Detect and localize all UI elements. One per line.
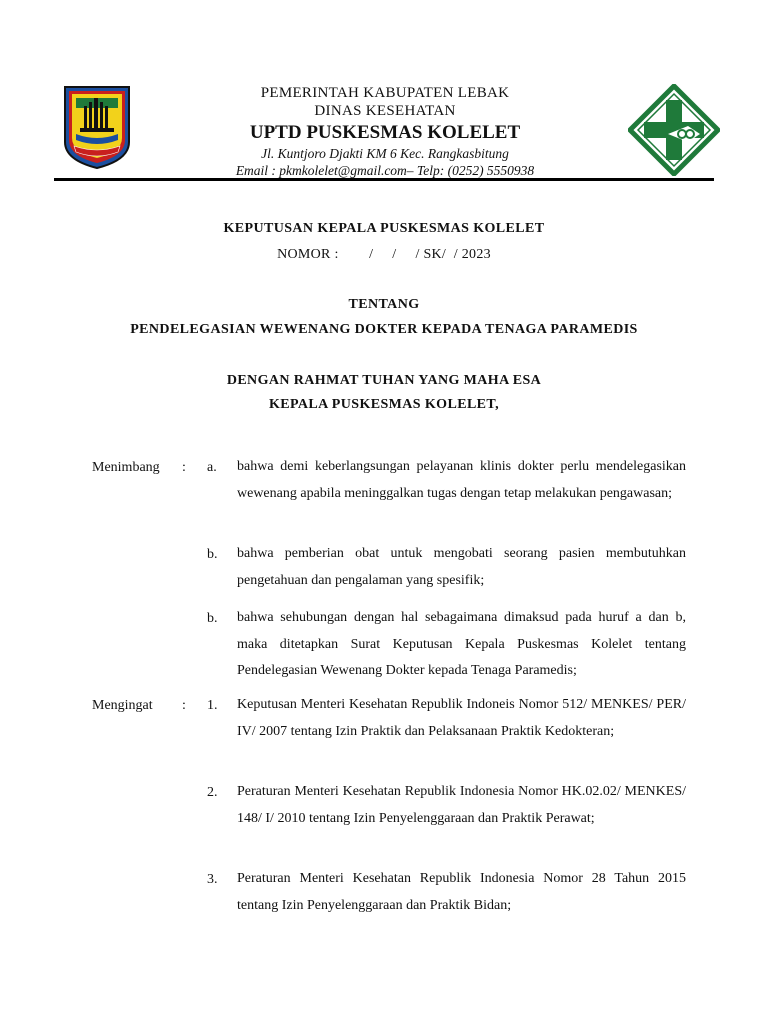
menimbang-item-text: bahwa sehubungan dengan hal sebagaimana dimaksud pada huruf a dan b, maka ditetapkan Surat Keputusan Kepala Puskesmas Kolelet tentang Pendelegasian Wewenang Dokter kepada Tenaga Paramedis; <box>237 610 686 678</box>
decree-subject: PENDELEGASIAN WEWENANG DOKTER KEPADA TENAGA PARAMEDIS <box>130 322 638 337</box>
menimbang-item-mark: b. <box>207 547 218 562</box>
decree-title: KEPUTUSAN KEPALA PUSKESMAS KOLELET <box>223 221 545 236</box>
kepala-line: KEPALA PUSKESMAS KOLELET, <box>268 397 500 412</box>
rahmat-line: DENGAN RAHMAT TUHAN YANG MAHA ESA <box>226 373 542 388</box>
puskesmas-cross-emblem-icon <box>628 84 720 176</box>
letterhead-contact: Email : pkmkolelet@gmail.com– Telp: (0252) 5550938 <box>235 163 535 178</box>
mengingat-item-text: Peraturan Menteri Kesehatan Republik Indonesia Nomor HK.02.02/ MENKES/ 148/ I/ 2010 tentang Izin Penyelenggaraan dan Praktik Perawat; <box>237 784 686 826</box>
mengingat-colon: : <box>182 698 186 713</box>
letterhead <box>150 84 620 179</box>
decree-number: NOMOR : / / / SK/ / 2023 <box>277 247 491 262</box>
menimbang-colon: : <box>182 460 186 475</box>
menimbang-item-mark: a. <box>207 460 217 475</box>
menimbang-item-mark: b. <box>207 611 218 626</box>
mengingat-item-mark: 3. <box>207 872 218 887</box>
letterhead-address: Jl. Kuntjoro Djakti KM 6 Kec. Rangkasbitung <box>261 146 509 161</box>
menimbang-label: Menimbang <box>92 460 160 475</box>
letterhead-institution: UPTD PUSKESMAS KOLELET <box>249 122 521 143</box>
letterhead-department: DINAS KESEHATAN <box>314 103 456 119</box>
mengingat-item-text: Peraturan Menteri Kesehatan Republik Indonesia Nomor 28 Tahun 2015 tentang Izin Penyelenggaraan dan Praktik Bidan; <box>237 871 686 913</box>
mengingat-item-mark: 2. <box>207 785 218 800</box>
mengingat-item-mark: 1. <box>207 698 218 713</box>
tentang-heading: TENTANG <box>348 297 420 312</box>
mengingat-label: Mengingat <box>92 698 153 713</box>
letterhead-government: PEMERINTAH KABUPATEN LEBAK <box>260 85 510 101</box>
menimbang-item-text: bahwa demi keberlangsungan pelayanan klinis dokter perlu mendelegasikan wewenang apabila meninggalkan tugas dengan tetap melakukan pengawasan; <box>237 459 686 501</box>
mengingat-item-text: Keputusan Menteri Kesehatan Republik Indoneis Nomor 512/ MENKES/ PER/ IV/ 2007 tentang Izin Praktik dan Pelaksanaan Praktik Kedokteran; <box>237 697 686 739</box>
menimbang-item-text: bahwa pemberian obat untuk mengobati seorang pasien membutuhkan pengetahuan dan pengalaman yang spesifik; <box>237 546 686 588</box>
letterhead-divider <box>54 178 714 181</box>
lebak-regency-emblem-icon <box>62 84 132 170</box>
